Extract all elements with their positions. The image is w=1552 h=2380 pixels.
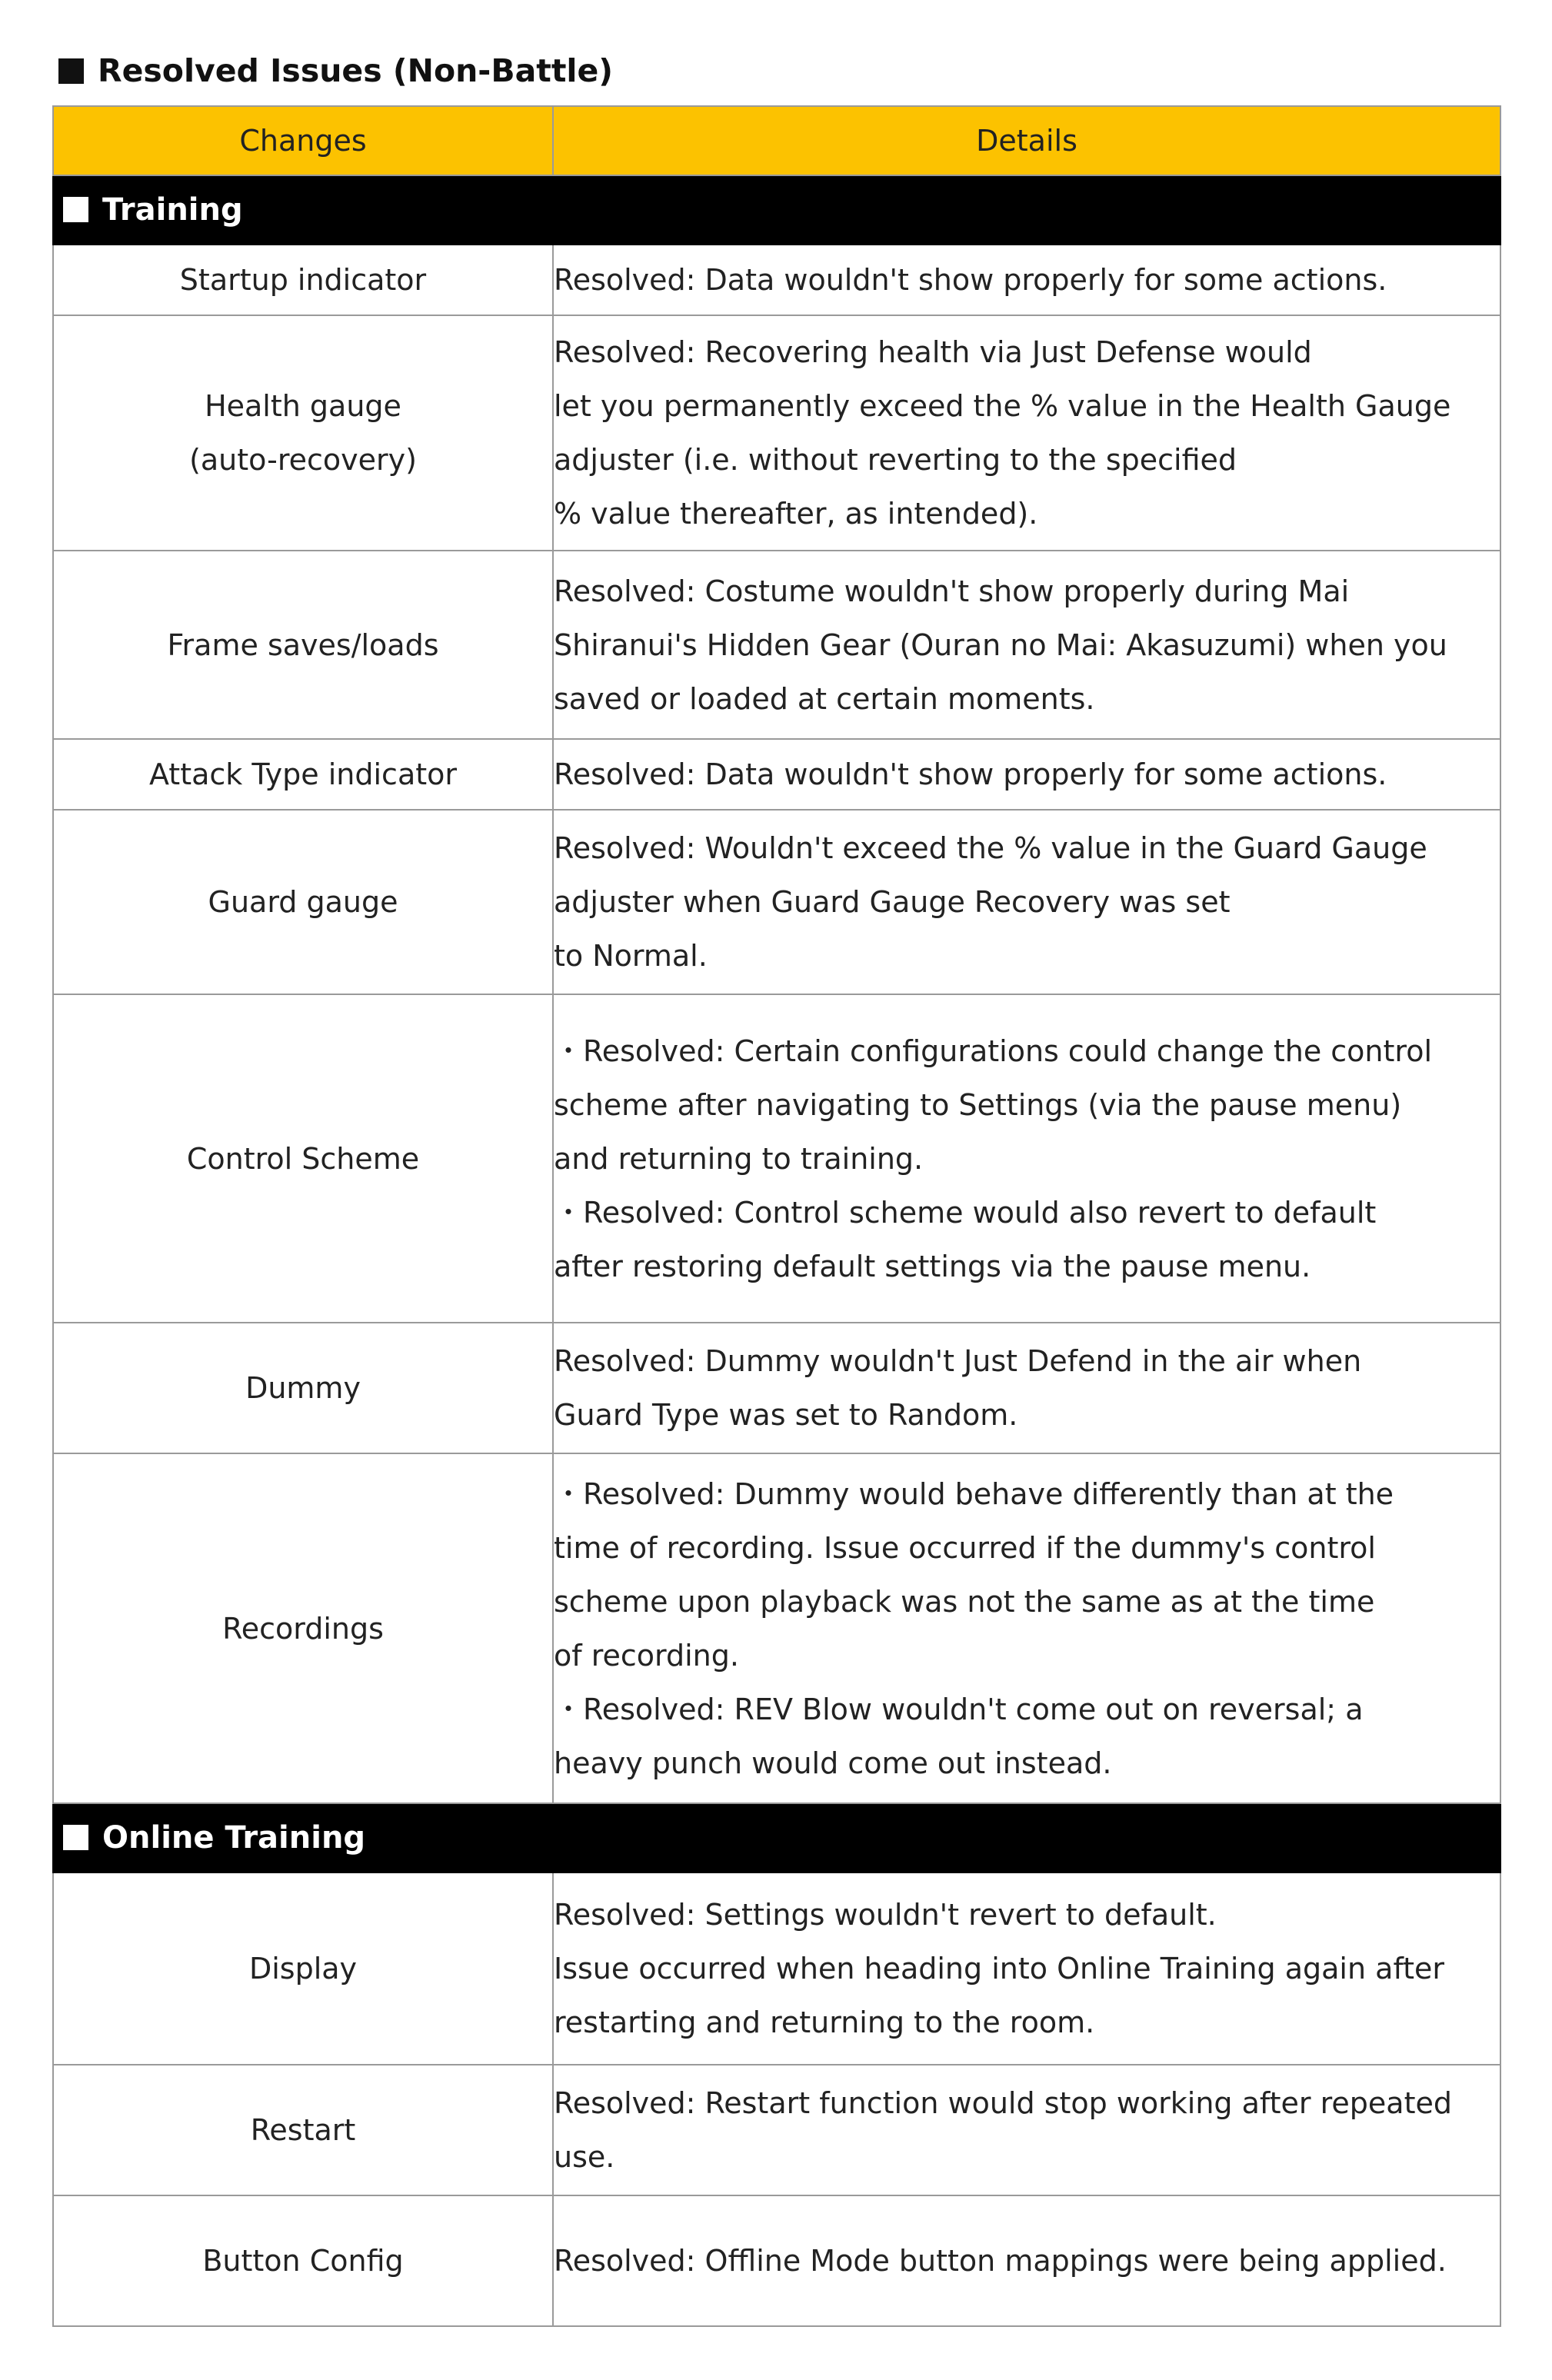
change-label-line: (auto-recovery) <box>189 443 417 477</box>
section-title: Training <box>102 192 243 228</box>
change-cell <box>53 1323 553 1453</box>
detail-text-line: Issue occurred when heading into Online Training again after <box>554 1952 1445 1986</box>
detail-text-line: Resolved: Settings wouldn't revert to default. <box>554 1898 1217 1932</box>
detail-text-line: Resolved: Costume wouldn't show properly during Mai <box>554 574 1350 608</box>
detail-text-line: scheme upon playback was not the same as at the time <box>554 1584 1375 1619</box>
detail-text-line: Shiranui's Hidden Gear (Ouran no Mai: Akasuzumi) when you <box>554 627 1447 662</box>
change-label-line: Startup indicator <box>179 263 427 297</box>
detail-text-line: after restoring default settings via the pause menu. <box>554 1249 1311 1283</box>
detail-text-line: Resolved: Dummy wouldn't Just Defend in the air when <box>554 1344 1362 1378</box>
change-cell <box>53 245 553 315</box>
table-row <box>53 551 1500 739</box>
detail-text-line: Resolved: Offline Mode button mappings were being applied. <box>554 2244 1447 2278</box>
change-label-line: Restart <box>250 2113 356 2147</box>
detail-text-line: Resolved: Data wouldn't show properly for some actions. <box>554 263 1387 297</box>
column-header-details: Details <box>553 106 1500 175</box>
change-cell <box>53 994 553 1323</box>
change-label-line: Guard gauge <box>208 885 398 919</box>
detail-text-line: Resolved: Recovering health via Just Defense would <box>554 335 1312 369</box>
change-cell <box>53 2065 553 2195</box>
table-header-row <box>53 106 1500 175</box>
change-cell <box>53 551 553 739</box>
square-bullet-icon <box>63 1825 88 1850</box>
table-row <box>53 739 1500 810</box>
change-cell <box>53 2195 553 2326</box>
detail-text-line: heavy punch would come out instead. <box>554 1746 1112 1780</box>
detail-text-line: time of recording. Issue occurred if the dummy's control <box>554 1530 1376 1565</box>
detail-text-line: ・Resolved: REV Blow wouldn't come out on reversal; a <box>554 1692 1364 1726</box>
detail-text-line: Guard Type was set to Random. <box>554 1398 1018 1432</box>
detail-text-line: ・Resolved: Control scheme would also revert to default <box>554 1195 1377 1230</box>
table-row <box>53 2065 1500 2195</box>
detail-cell <box>553 2065 1500 2195</box>
detail-text-line: % value thereafter, as intended). <box>554 497 1038 531</box>
resolved-issues-table <box>52 105 1501 2327</box>
detail-cell <box>553 994 1500 1323</box>
change-label-line: Button Config <box>202 2244 404 2278</box>
detail-text-line: scheme after navigating to Settings (via the pause menu) <box>554 1087 1402 1122</box>
section-header <box>53 1803 1500 1872</box>
change-cell <box>53 315 553 551</box>
section-title: Online Training <box>102 1820 366 1856</box>
detail-cell <box>553 245 1500 315</box>
detail-text-line: Resolved: Wouldn't exceed the % value in the Guard Gauge <box>554 831 1427 865</box>
detail-cell <box>553 1453 1500 1803</box>
change-label-line: Display <box>248 1952 358 1986</box>
table-row <box>53 315 1500 551</box>
detail-text-line: saved or loaded at certain moments. <box>554 681 1095 716</box>
detail-cell <box>553 739 1500 810</box>
detail-text-line: ・Resolved: Certain configurations could change the control <box>554 1034 1433 1068</box>
square-bullet-icon <box>58 58 84 84</box>
detail-text-line: to Normal. <box>554 939 708 973</box>
table-row <box>53 994 1500 1323</box>
detail-cell <box>553 810 1500 994</box>
table-row <box>53 810 1500 994</box>
detail-text-line: of recording. <box>554 1638 739 1673</box>
detail-text-line: Resolved: Data wouldn't show properly for some actions. <box>554 757 1387 791</box>
section-header-row <box>53 1803 1500 1872</box>
change-label-line: Control Scheme <box>186 1141 420 1176</box>
table-body <box>53 175 1500 2326</box>
detail-cell <box>553 1872 1500 2065</box>
detail-cell <box>553 551 1500 739</box>
change-cell <box>53 1453 553 1803</box>
change-label-line: Dummy <box>245 1371 361 1405</box>
page-title-text: Resolved Issues (Non-Battle) <box>98 52 614 89</box>
table-row <box>53 245 1500 315</box>
detail-cell <box>553 2195 1500 2326</box>
detail-text-line: and returning to training. <box>554 1141 924 1176</box>
change-label-line: Frame saves/loads <box>167 627 439 662</box>
table-row <box>53 2195 1500 2326</box>
change-cell <box>53 1872 553 2065</box>
detail-text-line: let you permanently exceed the % value in the Health Gauge <box>554 389 1451 423</box>
square-bullet-icon <box>63 197 88 222</box>
detail-text-line: adjuster (i.e. without reverting to the specified <box>554 443 1237 477</box>
detail-text-line: adjuster when Guard Gauge Recovery was set <box>554 885 1231 919</box>
detail-cell <box>553 315 1500 551</box>
detail-cell <box>553 1323 1500 1453</box>
table-row <box>53 1453 1500 1803</box>
column-header-changes: Changes <box>53 106 553 175</box>
change-cell <box>53 810 553 994</box>
page-title <box>58 48 613 94</box>
change-cell <box>53 739 553 810</box>
change-label-line: Health gauge <box>205 389 401 423</box>
detail-text-line: ・Resolved: Dummy would behave differently than at the <box>554 1476 1394 1511</box>
table-row <box>53 1323 1500 1453</box>
table-row <box>53 1872 1500 2065</box>
change-label-line: Recordings <box>222 1611 384 1646</box>
detail-text-line: Resolved: Restart function would stop working after repeated <box>554 2086 1452 2120</box>
change-label-line: Attack Type indicator <box>148 757 458 791</box>
section-header <box>53 175 1500 245</box>
detail-text-line: restarting and returning to the room. <box>554 2006 1095 2039</box>
section-header-row <box>53 175 1500 245</box>
detail-text-line: use. <box>554 2140 615 2174</box>
